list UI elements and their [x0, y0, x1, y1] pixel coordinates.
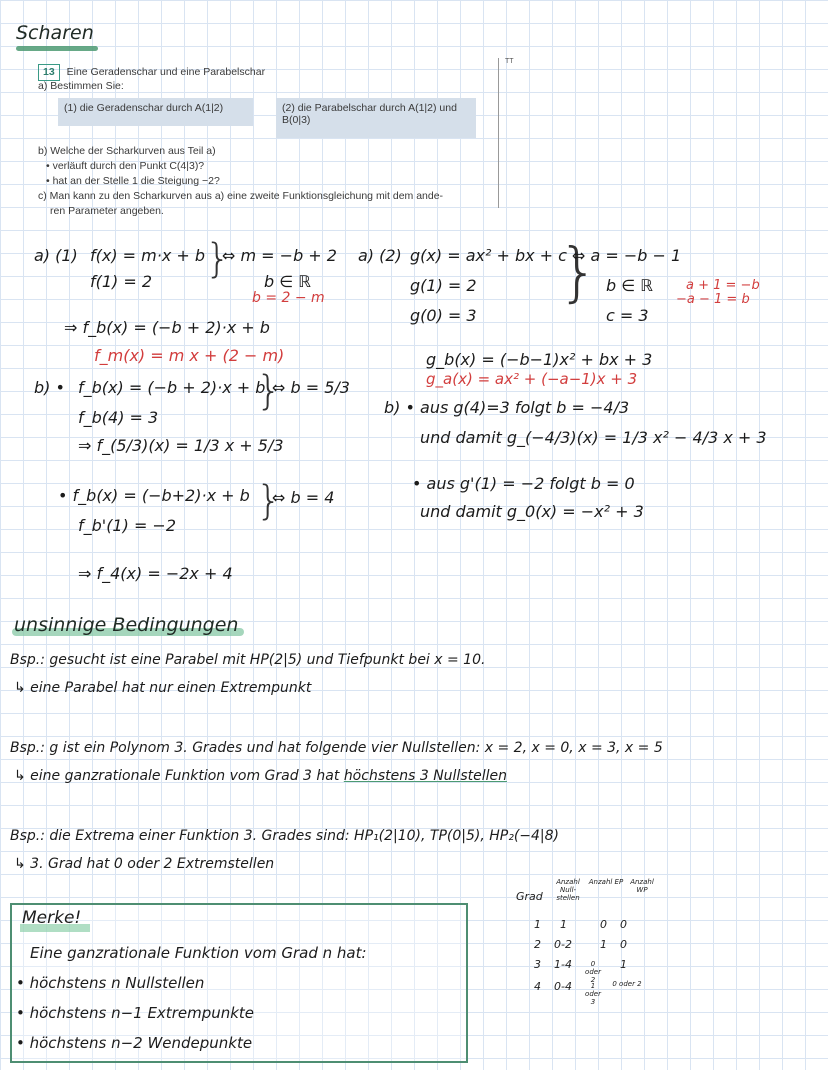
- fb-definition: ⇒ f_b(x) = (−b + 2)·x + b: [64, 318, 270, 337]
- b1-final: ⇒ f_(5/3)(x) = 1/3 x + 5/3: [78, 436, 284, 455]
- textbook-task: [38, 64, 500, 219]
- row1-ns: 1: [560, 918, 567, 931]
- merke-title: Merke!: [22, 908, 82, 928]
- b2-brace: }: [256, 478, 282, 524]
- row3-ns: 1-4: [554, 958, 572, 971]
- row3-grad: 3: [534, 958, 541, 971]
- task-heading-row: [38, 64, 500, 79]
- task-b-bullet-2: • hat an der Stelle 1 die Steigung −2?: [46, 175, 220, 187]
- task-a-intro: a) Bestimmen Sie:: [38, 80, 124, 92]
- right-b-line-3: • aus g'(1) = −2 folgt b = 0: [412, 474, 635, 493]
- a2-red-note-2: −a − 1 = b: [676, 292, 750, 307]
- task-b-bullet-1: • verläuft durch den Punkt C(4|3)?: [46, 160, 205, 172]
- task-c-line-1: c) Man kann zu den Scharkurven aus a) eine zweite Funktionsgleichung mit dem ande-: [38, 190, 444, 202]
- header-nullstellen: Anzahl Null-stellen: [556, 878, 580, 902]
- task-a2-box: (2) die Parabelschar durch A(1|2) und B(0|3): [276, 98, 476, 138]
- task-c-line-2: ren Parameter angeben.: [50, 205, 164, 217]
- b2-equation-2: f_b'(1) = −2: [78, 516, 177, 535]
- b2-result: ⇔ b = 4: [272, 488, 335, 507]
- right-b-line-1: b) • aus g(4)=3 folgt b = −4/3: [384, 398, 630, 417]
- task-a-boxes: [38, 98, 500, 138]
- row3-wp: 1: [620, 958, 627, 971]
- page-title: Scharen: [16, 22, 94, 44]
- example-1: Bsp.: gesucht ist eine Parabel mit HP(2|5) und Tiefpunkt bei x = 10.: [10, 652, 486, 668]
- header-grad: Grad: [516, 890, 543, 903]
- a1-result-2: b ∈ ℝ: [264, 272, 311, 291]
- row2-wp: 0: [620, 938, 627, 951]
- a2-label: a) (2): [358, 246, 402, 265]
- task-b-intro: b) Welche der Scharkurven aus Teil a): [38, 145, 216, 157]
- example-2: Bsp.: g ist ein Polynom 3. Grades und hat folgende vier Nullstellen: x = 2, x = 0, x = 3, x = 5: [10, 740, 663, 756]
- a1-equation-2: f(1) = 2: [90, 272, 153, 291]
- a2-result-1: ⇔ a = −b − 1: [572, 246, 682, 265]
- a2-equation-2: g(1) = 2: [410, 276, 477, 295]
- row2-ns: 0-2: [554, 938, 572, 951]
- example-2-note: [14, 768, 507, 784]
- merke-item-1: • höchstens n Nullstellen: [16, 974, 205, 992]
- row2-grad: 2: [534, 938, 541, 951]
- a1-brace: }: [205, 236, 231, 282]
- b1-equation-1: f_b(x) = (−b + 2)·x + b: [78, 378, 266, 397]
- example-3-note: ↳ 3. Grad hat 0 oder 2 Extremstellen: [14, 856, 275, 872]
- b-label: b) •: [34, 378, 65, 397]
- b1-equation-2: f_b(4) = 3: [78, 408, 159, 427]
- a1-result-1: ⇔ m = −b + 2: [222, 246, 337, 265]
- a2-result-2: b ∈ ℝ: [606, 276, 653, 295]
- right-b-line-4: und damit g_0(x) = −x² + 3: [420, 502, 644, 521]
- example-3: Bsp.: die Extrema einer Funktion 3. Grades sind: HP₁(2|10), TP(0|5), HP₂(−4|8): [10, 828, 560, 844]
- row2-ep: 1: [600, 938, 607, 951]
- a2-equation-3: g(0) = 3: [410, 306, 477, 325]
- task-number: 13: [38, 64, 60, 81]
- row4-ns: 0-4: [554, 980, 572, 993]
- b2-equation-1: • f_b(x) = (−b+2)·x + b: [58, 486, 250, 505]
- row1-wp: 0: [620, 918, 627, 931]
- a2-red-note-1: a + 1 = −b: [686, 278, 760, 293]
- row4-grad: 4: [534, 980, 541, 993]
- title-highlight: [16, 46, 98, 51]
- a2-equation-1: g(x) = ax² + bx + c: [410, 246, 567, 265]
- b2-final: ⇒ f_4(x) = −2x + 4: [78, 564, 233, 583]
- a1-label: a) (1): [34, 246, 78, 265]
- a1-result-3: b = 2 − m: [252, 290, 325, 306]
- row3-ep: 0 oder 2: [585, 960, 601, 984]
- b1-result: ⇔ b = 5/3: [272, 378, 350, 397]
- a2-brace: }: [558, 236, 599, 310]
- a2-result-3: c = 3: [606, 306, 649, 325]
- b1-brace: }: [256, 368, 282, 414]
- task-heading: Eine Geradenschar und eine Parabelschar: [66, 66, 266, 78]
- row1-grad: 1: [534, 918, 541, 931]
- example-1-note: ↳ eine Parabel hat nur einen Extrempunkt: [14, 680, 312, 696]
- task-a1-box: (1) die Geradenschar durch A(1|2): [58, 98, 253, 126]
- example-2-note-a: ↳ eine ganzrationale Funktion vom Grad 3 hat: [14, 768, 340, 784]
- row4-wp: 0 oder 2: [612, 980, 642, 988]
- header-wp: Anzahl WP: [630, 878, 654, 894]
- right-b-line-2: und damit g_(−4/3)(x) = 1/3 x² − 4/3 x + 3: [420, 428, 767, 447]
- unsinnig-heading: unsinnige Bedingungen: [14, 614, 239, 636]
- example-2-note-b: höchstens 3 Nullstellen: [343, 768, 507, 784]
- merke-intro: Eine ganzrationale Funktion vom Grad n hat:: [30, 944, 367, 962]
- a1-equation-1: f(x) = m·x + b: [90, 246, 206, 265]
- merke-item-3: • höchstens n−2 Wendepunkte: [16, 1034, 253, 1052]
- row1-ep: 0: [600, 918, 607, 931]
- ga-definition: g_a(x) = ax² + (−a−1)x + 3: [426, 370, 638, 388]
- row4-ep: 1 oder 3: [585, 982, 601, 1006]
- header-ep: Anzahl EP: [588, 878, 624, 886]
- margin-mark: TT: [498, 58, 517, 208]
- fm-definition: f_m(x) = m x + (2 − m): [94, 346, 285, 365]
- merke-item-2: • höchstens n−1 Extrempunkte: [16, 1004, 255, 1022]
- gb-definition: g_b(x) = (−b−1)x² + bx + 3: [426, 350, 653, 369]
